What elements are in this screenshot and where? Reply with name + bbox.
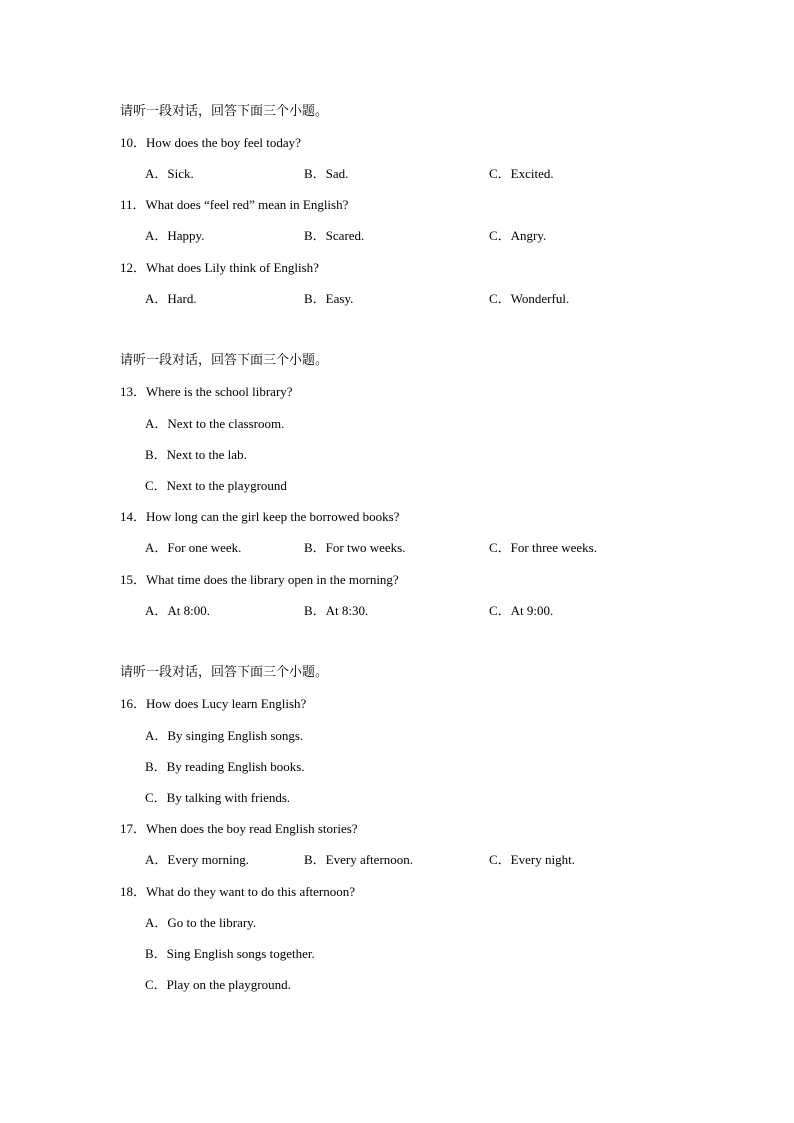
question-text: 11．What does “feel red” mean in English? xyxy=(120,197,349,212)
option-a: A．Hard. xyxy=(145,291,197,306)
section-instruction: 请听一段对话，回答下面三个小题。 xyxy=(120,665,329,680)
option-b: B．Next to the lab. xyxy=(145,447,247,462)
option-a: A．Every morning. xyxy=(145,852,249,867)
option-b: B．Sad. xyxy=(304,166,349,181)
question-text: 16．How does Lucy learn English? xyxy=(120,696,307,711)
section-instruction: 请听一段对话，回答下面三个小题。 xyxy=(120,104,329,119)
section-instruction: 请听一段对话，回答下面三个小题。 xyxy=(120,353,329,368)
option-b: B．Easy. xyxy=(304,291,354,306)
option-c: C．At 9:00. xyxy=(489,603,554,618)
option-b: B．Every afternoon. xyxy=(304,852,414,867)
option-c: C．For three weeks. xyxy=(489,540,597,555)
option-c: C．Play on the playground. xyxy=(145,977,291,992)
question-text: 17．When does the boy read English stories? xyxy=(120,821,358,836)
question-text: 14．How long can the girl keep the borrowed books? xyxy=(120,509,400,524)
option-a: A．Sick. xyxy=(145,166,194,181)
option-a: A．At 8:00. xyxy=(145,603,211,618)
option-b: B．Scared. xyxy=(304,228,365,243)
question-text: 13．Where is the school library? xyxy=(120,384,293,399)
option-a: A．Happy. xyxy=(145,228,205,243)
option-a: A．Go to the library. xyxy=(145,915,257,930)
option-b: B．At 8:30. xyxy=(304,603,369,618)
question-text: 18．What do they want to do this afternoon? xyxy=(120,884,356,899)
option-c: C．Every night. xyxy=(489,852,575,867)
option-b: B．By reading English books. xyxy=(145,759,305,774)
option-a: A．Next to the classroom. xyxy=(145,416,285,431)
question-text: 10．How does the boy feel today? xyxy=(120,135,301,150)
question-text: 12．What does Lily think of English? xyxy=(120,260,319,275)
option-c: C．Excited. xyxy=(489,166,554,181)
option-c: C．Angry. xyxy=(489,228,547,243)
option-a: A．For one week. xyxy=(145,540,242,555)
option-a: A．By singing English songs. xyxy=(145,728,304,743)
option-c: C．Wonderful. xyxy=(489,291,570,306)
option-b: B．For two weeks. xyxy=(304,540,406,555)
option-b: B．Sing English songs together. xyxy=(145,946,315,961)
option-c: C．Next to the playground xyxy=(145,478,287,493)
question-text: 15．What time does the library open in the morning? xyxy=(120,572,399,587)
option-c: C．By talking with friends. xyxy=(145,790,291,805)
